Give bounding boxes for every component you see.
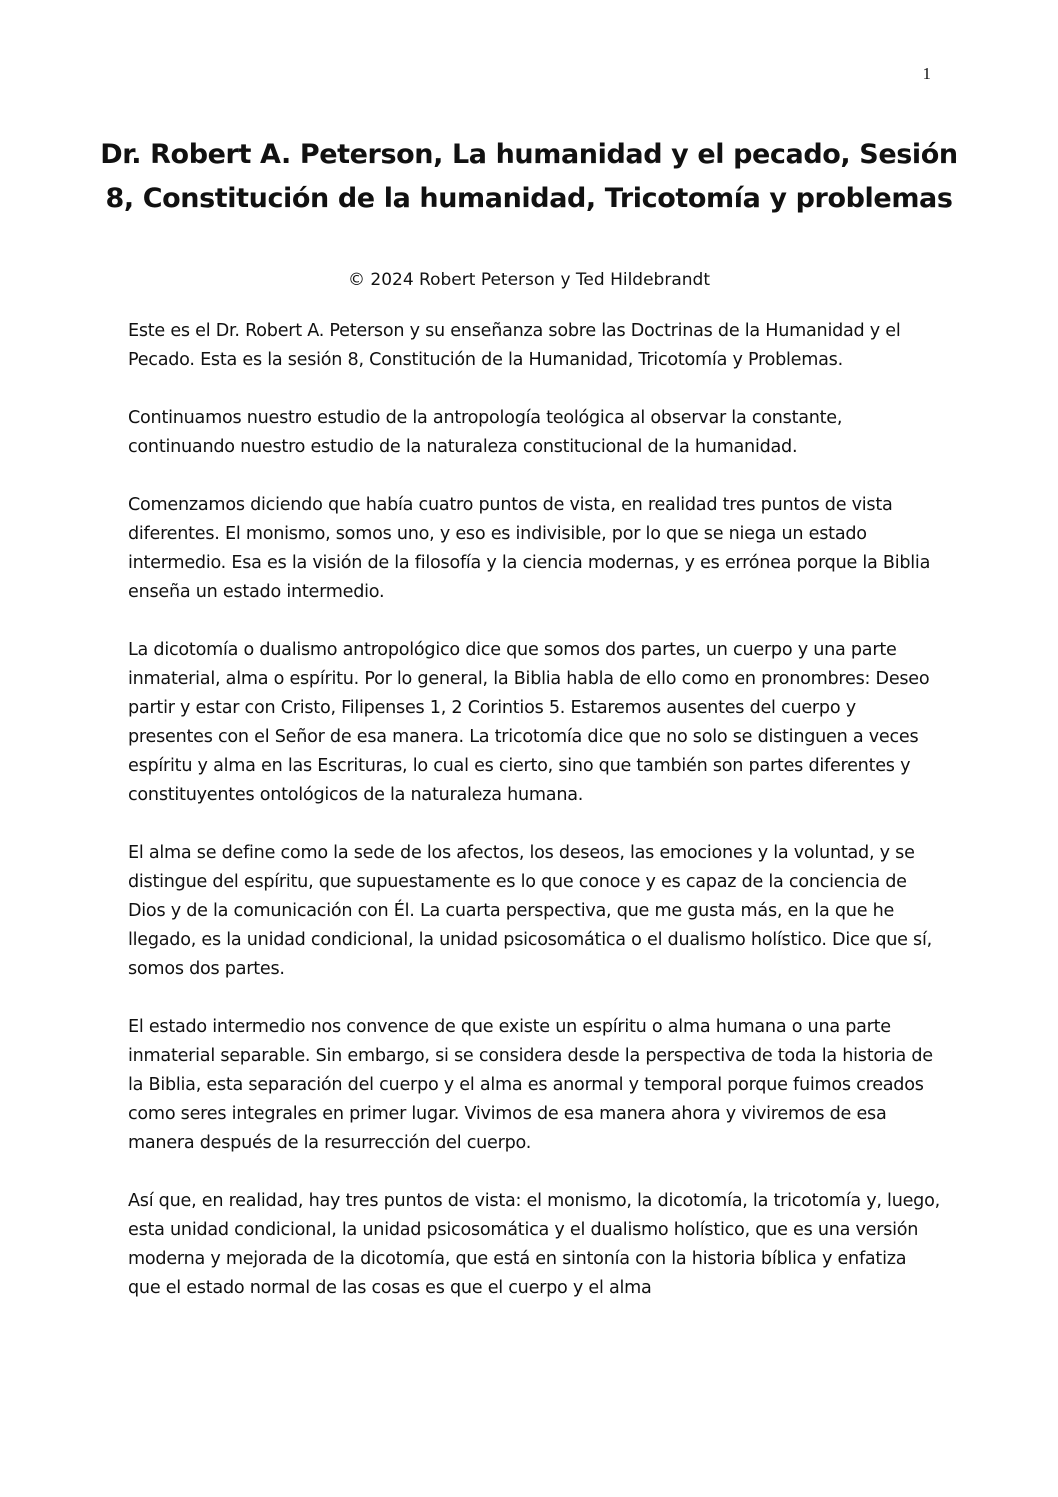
- page-number: 1: [922, 64, 931, 83]
- paragraph: Comenzamos diciendo que había cuatro puntos de vista, en realidad tres puntos de vista diferentes. El monismo, somos uno, y eso es indivisible, por lo que se niega un estado intermedio. Esa es la visión de la filosofía y la ciencia modernas, y es errónea porque la Biblia enseña un estado intermedio.: [128, 495, 931, 602]
- paragraph: Este es el Dr. Robert A. Peterson y su enseñanza sobre las Doctrinas de la Humanidad y el Pecado. Esta es la sesión 8, Constitución de la Humanidad, Tricotomía y Problemas.: [128, 321, 901, 370]
- paragraph: El estado intermedio nos convence de que existe un espíritu o alma humana o una parte inmaterial separable. Sin embargo, si se considera desde la perspectiva de toda la historia de la Biblia, esta separación del cuerpo y el alma es anormal y temporal porque fuimos creados como seres integrales en primer lugar. Vivimos de esa manera ahora y viviremos de esa manera después de la resurrección del cuerpo.: [128, 1017, 933, 1153]
- copyright-line: © 2024 Robert Peterson y Ted Hildebrandt: [347, 270, 710, 290]
- paragraph: Así que, en realidad, hay tres puntos de vista: el monismo, la dicotomía, la tricotomía y, luego, esta unidad condicional, la unidad psicosomática y el dualismo holístico, que es una versión moderna y mejorada de la dicotomía, que está en sintonía con la historia bíblica y enfatiza que el estado normal de las cosas es que el cuerpo y el alma: [128, 1191, 940, 1298]
- paragraph: Continuamos nuestro estudio de la antropología teológica al observar la constante, continuando nuestro estudio de la naturaleza constitucional de la humanidad.: [128, 408, 843, 457]
- document-title: Dr. Robert A. Peterson, La humanidad y el pecado, Sesión 8, Constitución de la humanidad, Tricotomía y problemas: [100, 139, 958, 214]
- paragraph: El alma se define como la sede de los afectos, los deseos, las emociones y la voluntad, y se distingue del espíritu, que supuestamente es lo que conoce y es capaz de la conciencia de Dios y de la comunicación con Él. La cuarta perspectiva, que me gusta más, en la que he llegado, es la unidad condicional, la unidad psicosomática o el dualismo holístico. Dice que sí, somos dos partes.: [128, 843, 932, 979]
- paragraph: La dicotomía o dualismo antropológico dice que somos dos partes, un cuerpo y una parte inmaterial, alma o espíritu. Por lo general, la Biblia habla de ello como en pronombres: Deseo partir y estar con Cristo, Filipenses 1, 2 Corintios 5. Estaremos ausentes del cuerpo y presentes con el Señor de esa manera. La tricotomía dice que no solo se distinguen a veces espíritu y alma en las Escrituras, lo cual es cierto, sino que también son partes diferentes y constituyentes ontológicos de la naturaleza humana.: [128, 640, 930, 805]
- document-body: [128, 317, 940, 1332]
